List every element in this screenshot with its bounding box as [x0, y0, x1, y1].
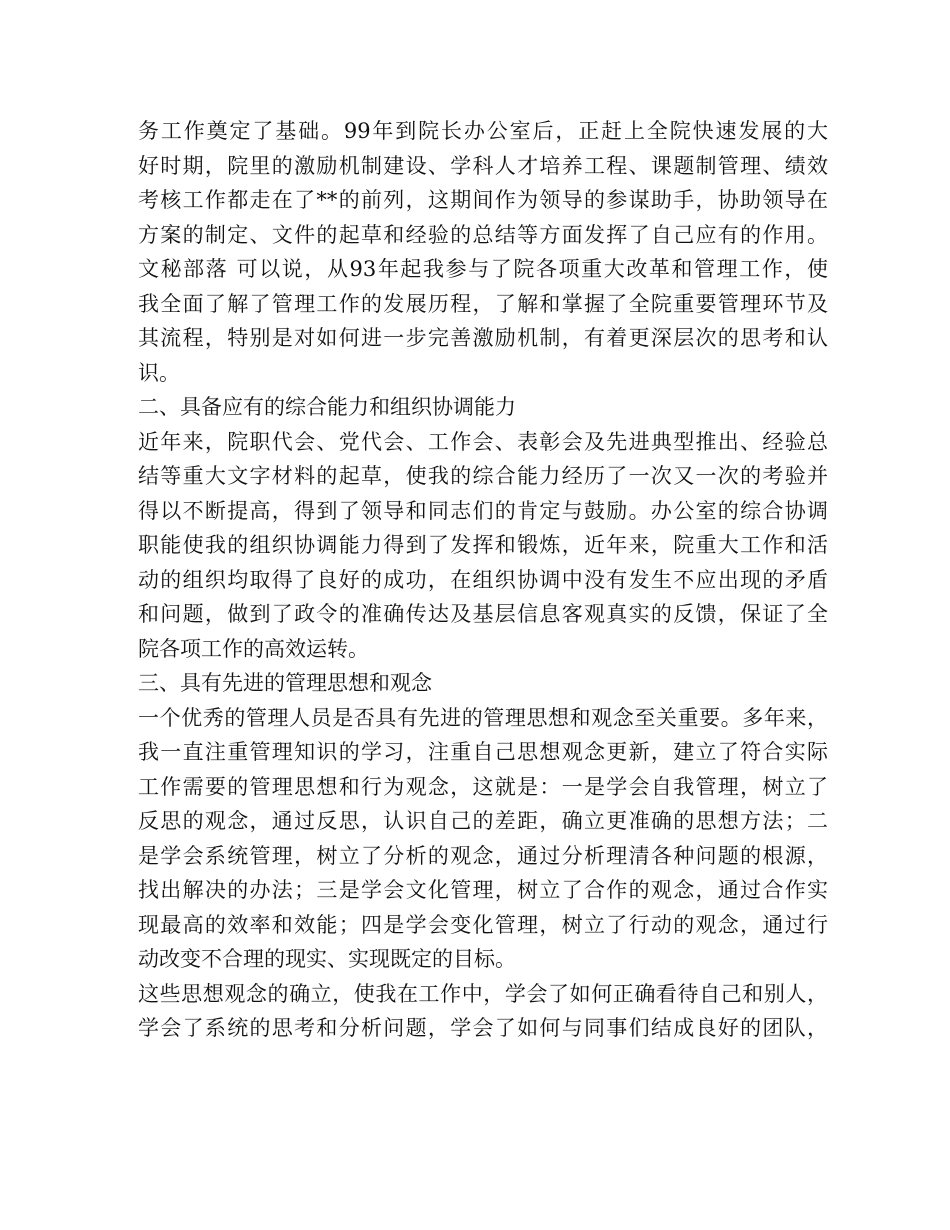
text-line: 反思的观念，通过反思，认识自己的差距，确立更准确的思想方法；二: [138, 809, 828, 833]
text-line: 和问题，做到了政令的准确传达及基层信息客观真实的反馈，保证了全: [138, 602, 828, 626]
text-line: 务工作奠定了基础。99年到院长办公室后，正赶上全院快速发展的大: [138, 119, 828, 143]
text-line: 我全面了解了管理工作的发展历程，了解和掌握了全院重要管理环节及: [138, 291, 828, 316]
text-line: 工作需要的管理思想和行为观念，这就是：一是学会自我管理，树立了: [138, 774, 828, 799]
text-line: 这些思想观念的确立，使我在工作中，学会了如何正确看待自己和别人，: [138, 981, 828, 1006]
text-line: 其流程，特别是对如何进一步完善激励机制，有着更深层次的思考和认: [138, 326, 828, 350]
text-line: 文秘部落 可以说，从93年起我参与了院各项重大改革和管理工作，使: [138, 257, 828, 281]
text-line: 学会了系统的思考和分析问题，学会了如何与同事们结成良好的团队，: [138, 1016, 828, 1040]
text-line: 动的组织均取得了良好的成功，在组织协调中没有发生不应出现的矛盾: [138, 567, 828, 592]
text-line: 是学会系统管理，树立了分析的观念，通过分析理清各种问题的根源，: [138, 843, 828, 868]
text-line: 职能使我的组织协调能力得到了发挥和锻炼，近年来，院重大工作和活: [138, 533, 828, 557]
text-line: 方案的制定、文件的起草和经验的总结等方面发挥了自己应有的作用。: [138, 222, 828, 247]
text-line: 得以不断提高，得到了领导和同志们的肯定与鼓励。办公室的综合协调: [138, 498, 828, 523]
text-line: 考核工作都走在了**的前列，这期间作为领导的参谋助手，协助领导在: [138, 188, 828, 212]
text-line: 现最高的效率和效能；四是学会变化管理，树立了行动的观念，通过行: [138, 912, 828, 937]
text-line: 识。: [138, 360, 180, 385]
text-line: 我一直注重管理知识的学习，注重自己思想观念更新，建立了符合实际: [138, 740, 828, 764]
text-line: 好时期，院里的激励机制建设、学科人才培养工程、课题制管理、绩效: [138, 153, 828, 178]
text-line: 动改变不合理的现实、实现既定的目标。: [138, 947, 516, 971]
text-line: 一个优秀的管理人员是否具有先进的管理思想和观念至关重要。多年来，: [138, 705, 828, 730]
text-line: 近年来，院职代会、党代会、工作会、表彰会及先进典型推出、经验总: [138, 429, 828, 454]
text-line: 院各项工作的高效运转。: [138, 636, 369, 661]
document-body: [138, 114, 828, 1046]
section-heading: 三、具有先进的管理思想和观念: [138, 671, 432, 695]
text-line: 结等重大文字材料的起草，使我的综合能力经历了一次又一次的考验并: [138, 464, 828, 488]
section-heading: 二、具备应有的综合能力和组织协调能力: [138, 395, 516, 419]
text-line: 找出解决的办法；三是学会文化管理，树立了合作的观念，通过合作实: [138, 878, 828, 902]
